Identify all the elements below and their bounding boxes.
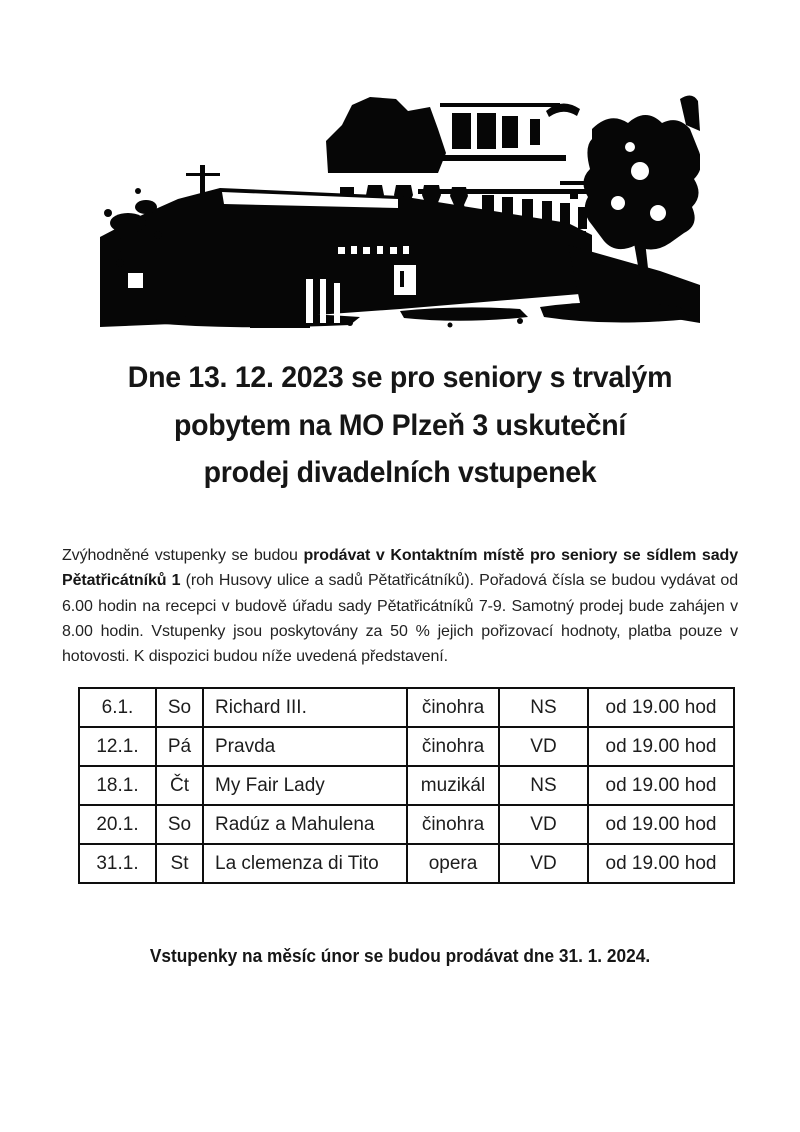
cell-day: St — [156, 844, 203, 883]
cell-genre: muzikál — [407, 766, 499, 805]
cell-date: 12.1. — [79, 727, 156, 766]
cell-time: od 19.00 hod — [588, 844, 734, 883]
cell-venue: VD — [499, 805, 588, 844]
table-row — [79, 766, 734, 805]
notice-title-line-2: pobytem na MO Plzeň 3 uskuteční — [173, 408, 627, 442]
cell-time: od 19.00 hod — [588, 766, 734, 805]
cell-day: So — [156, 688, 203, 727]
cell-genre: činohra — [407, 805, 499, 844]
intro-paragraph — [62, 543, 738, 669]
cell-venue: NS — [499, 688, 588, 727]
cell-day: So — [156, 805, 203, 844]
cell-time: od 19.00 hod — [588, 727, 734, 766]
cell-title: Radúz a Mahulena — [203, 805, 407, 844]
cell-day: Čt — [156, 766, 203, 805]
cell-venue: VD — [499, 727, 588, 766]
table-row — [79, 805, 734, 844]
footer-note: Vstupenky na měsíc únor se budou prodávat dne 31. 1. 2024. — [149, 946, 651, 966]
cell-genre: činohra — [407, 688, 499, 727]
cell-title: Pravda — [203, 727, 407, 766]
notice-title-line-1: Dne 13. 12. 2023 se pro seniory s trvalým — [127, 361, 673, 394]
theatre-building-illustration — [100, 95, 700, 330]
table-row — [79, 727, 734, 766]
performance-schedule — [78, 687, 735, 884]
intro-segment-normal-1: Zvýhodněné vstupenky se budou — [62, 547, 304, 564]
table-row — [79, 688, 734, 727]
cell-day: Pá — [156, 727, 203, 766]
cell-time: od 19.00 hod — [588, 805, 734, 844]
cell-date: 6.1. — [79, 688, 156, 727]
cell-title: La clemenza di Tito — [203, 844, 407, 883]
cell-date: 18.1. — [79, 766, 156, 805]
cell-genre: činohra — [407, 727, 499, 766]
cell-time: od 19.00 hod — [588, 688, 734, 727]
intro-segment-bold: prodávat v Kontaktním místě pro seniory se sídlem sady Pětatřicátníků 1 — [62, 547, 738, 590]
cell-genre: opera — [407, 844, 499, 883]
table-row — [79, 844, 734, 883]
notice-title — [20, 354, 780, 497]
cell-title: My Fair Lady — [203, 766, 407, 805]
cell-title: Richard III. — [203, 688, 407, 727]
cell-date: 20.1. — [79, 805, 156, 844]
performance-schedule-table — [78, 687, 735, 884]
theatre-building-photo — [100, 95, 700, 330]
cell-date: 31.1. — [79, 844, 156, 883]
cell-venue: NS — [499, 766, 588, 805]
intro-segment-normal-2: (roh Husovy ulice a sadů Pětatřicátníků). Pořadová čísla se budou vydávat od 6.00 hodin na recepci v budově úřadu sady Pětatřicátníků 7-9. Samotný prodej bude zahájen v 8.00 hodin. Vstupenky jsou poskytovány za 50 % jejich pořizovací hodnoty, platba pouze v hotovosti. K dispozici budou níže uvedená představení. — [62, 572, 738, 666]
notice-title-line-3: prodej divadelních vstupenek — [203, 456, 597, 489]
cell-venue: VD — [499, 844, 588, 883]
